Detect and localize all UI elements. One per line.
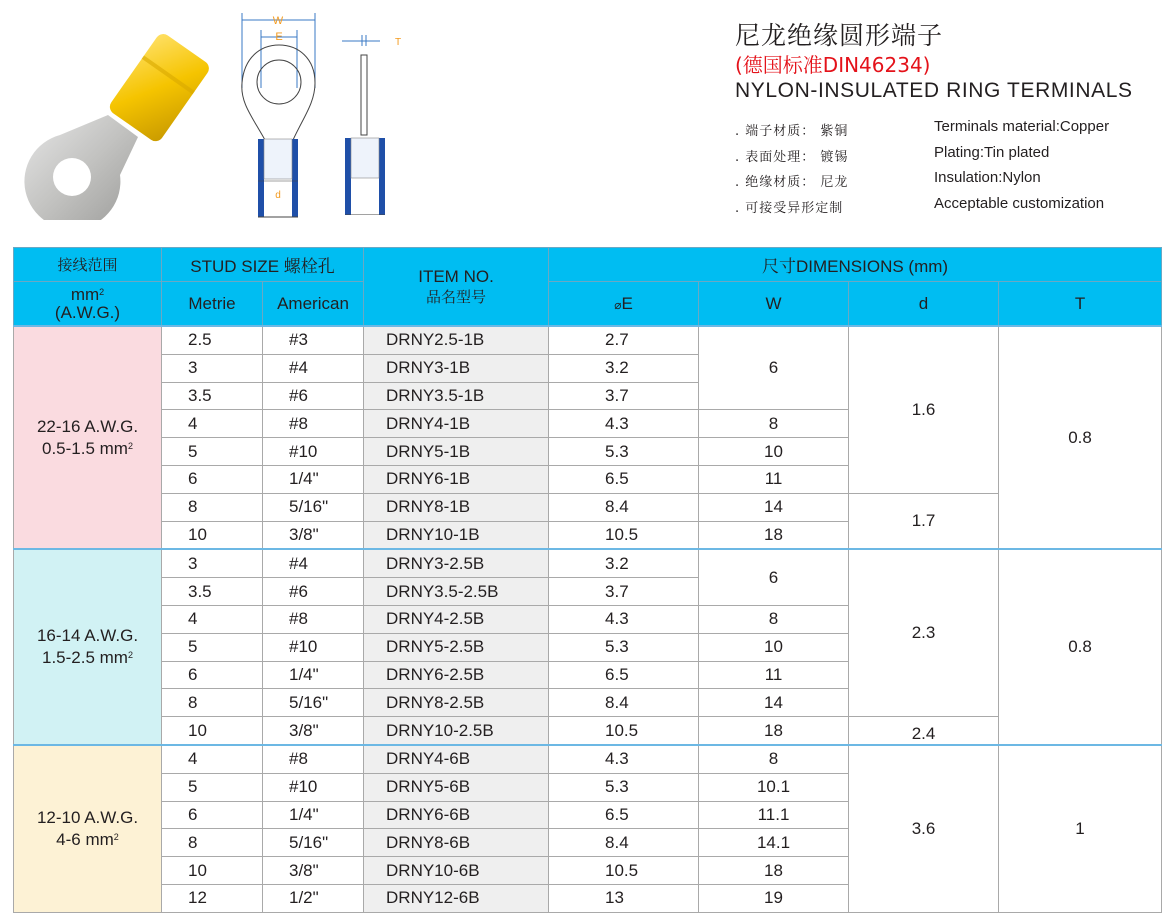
header-metric: Metrie (162, 282, 263, 327)
header-stud-size: STUD SIZE 螺栓孔 (162, 248, 364, 282)
table-row: 5 #10 DRNY5-2.5B 5.3 10 (14, 633, 1162, 661)
header-item-no: ITEM NO. 品名型号 (364, 248, 549, 327)
table-row: 6 1/4" DRNY6-1B 6.5 11 (14, 465, 1162, 493)
table-row: 10 3/8" DRNY10-6B 10.5 18 (14, 857, 1162, 885)
product-photo-ring-terminal (20, 25, 220, 220)
table-row: 8 5/16" DRNY8-6B 8.4 14.1 (14, 829, 1162, 857)
table-row: 5 #10 DRNY5-6B 5.3 10.1 (14, 773, 1162, 801)
spec-plating: . 表面处理： 镀锡 Plating:Tin plated (735, 143, 1050, 165)
label-d: d (275, 190, 281, 201)
table-row: 6 1/4" DRNY6-6B 6.5 11.1 (14, 801, 1162, 829)
header-american: American (263, 282, 364, 327)
header-d: d (849, 282, 999, 327)
spec-insulation: . 绝缘材质： 尼龙 Insulation:Nylon (735, 169, 1041, 190)
range-group-12-10: 12-10 A.W.G. 4-6 $mm^2$ (14, 745, 162, 912)
table-row: 22-16 A.W.G. 0.5-1.5 $mm^2$ 2.5 #3 DRNY2.5-1B 2.7 6 1.6 0.8 (14, 326, 1162, 354)
table-row: 3 #4 DRNY3-1B 3.2 (14, 354, 1162, 382)
table-row: 3.5 #6 DRNY3.5-2.5B 3.7 (14, 578, 1162, 606)
table-row: 6 1/4" DRNY6-2.5B 6.5 11 (14, 661, 1162, 689)
table-row: 4 #8 DRNY4-1B 4.3 8 (14, 410, 1162, 438)
range-group-16-14: 16-14 A.W.G. 1.5-2.5 $mm^2$ (14, 549, 162, 745)
table-row: 12-10 A.W.G. 4-6 $mm^2$ 4 #8 DRNY4-6B 4.3 8 3.6 1 (14, 745, 1162, 773)
front-view-drawing (235, 8, 325, 218)
header-dimensions: 尺寸DIMENSIONS (mm) (549, 248, 1162, 282)
table-row: 3.5 #6 DRNY3.5-1B 3.7 (14, 382, 1162, 410)
table-row: 5 #10 DRNY5-1B 5.3 10 (14, 438, 1162, 466)
side-view-drawing (340, 30, 410, 215)
header-e: ⌀E (549, 282, 699, 327)
label-w: W (272, 15, 284, 27)
title-block (735, 20, 1133, 104)
page-title-en: NYLON-INSULATED RING TERMINALS (735, 79, 1133, 102)
page-title-cn: 尼龙绝缘圆形端子 (735, 21, 944, 50)
spec-material: . 端子材质： 紫铜 Terminals material:Copper (735, 118, 1110, 139)
table-row: 8 5/16" DRNY8-1B 8.4 14 1.7 (14, 493, 1162, 521)
spec-list (735, 118, 1165, 220)
table-row: 10 3/8" DRNY10-1B 10.5 18 (14, 521, 1162, 549)
dimensions-table (13, 247, 1162, 913)
spec-customization: . 可接受异形定制 Acceptable customization (735, 194, 1105, 216)
header-range-cn: 接线范围 (14, 248, 162, 282)
table-row: 16-14 A.W.G. 1.5-2.5 $mm^2$ 3 #4 DRNY3-2.5B 3.2 6 2.3 0.8 (14, 549, 1162, 577)
header-range-unit: $mm^2$ (A.W.G.) (14, 282, 162, 327)
table-row: 10 3/8" DRNY10-2.5B 10.5 18 2.4 (14, 717, 1162, 745)
table-row: 8 5/16" DRNY8-2.5B 8.4 14 (14, 689, 1162, 717)
range-group-22-16: 22-16 A.W.G. 0.5-1.5 $mm^2$ (14, 326, 162, 549)
table-row: 12 1/2" DRNY12-6B 13 19 (14, 884, 1162, 912)
header-w: W (699, 282, 849, 327)
label-e: E (275, 31, 283, 43)
label-t: T (394, 37, 402, 48)
header-t: T (999, 282, 1162, 327)
standard-label: (德国标准DIN46234) (735, 53, 931, 77)
table-row: 4 #8 DRNY4-2.5B 4.3 8 (14, 605, 1162, 633)
